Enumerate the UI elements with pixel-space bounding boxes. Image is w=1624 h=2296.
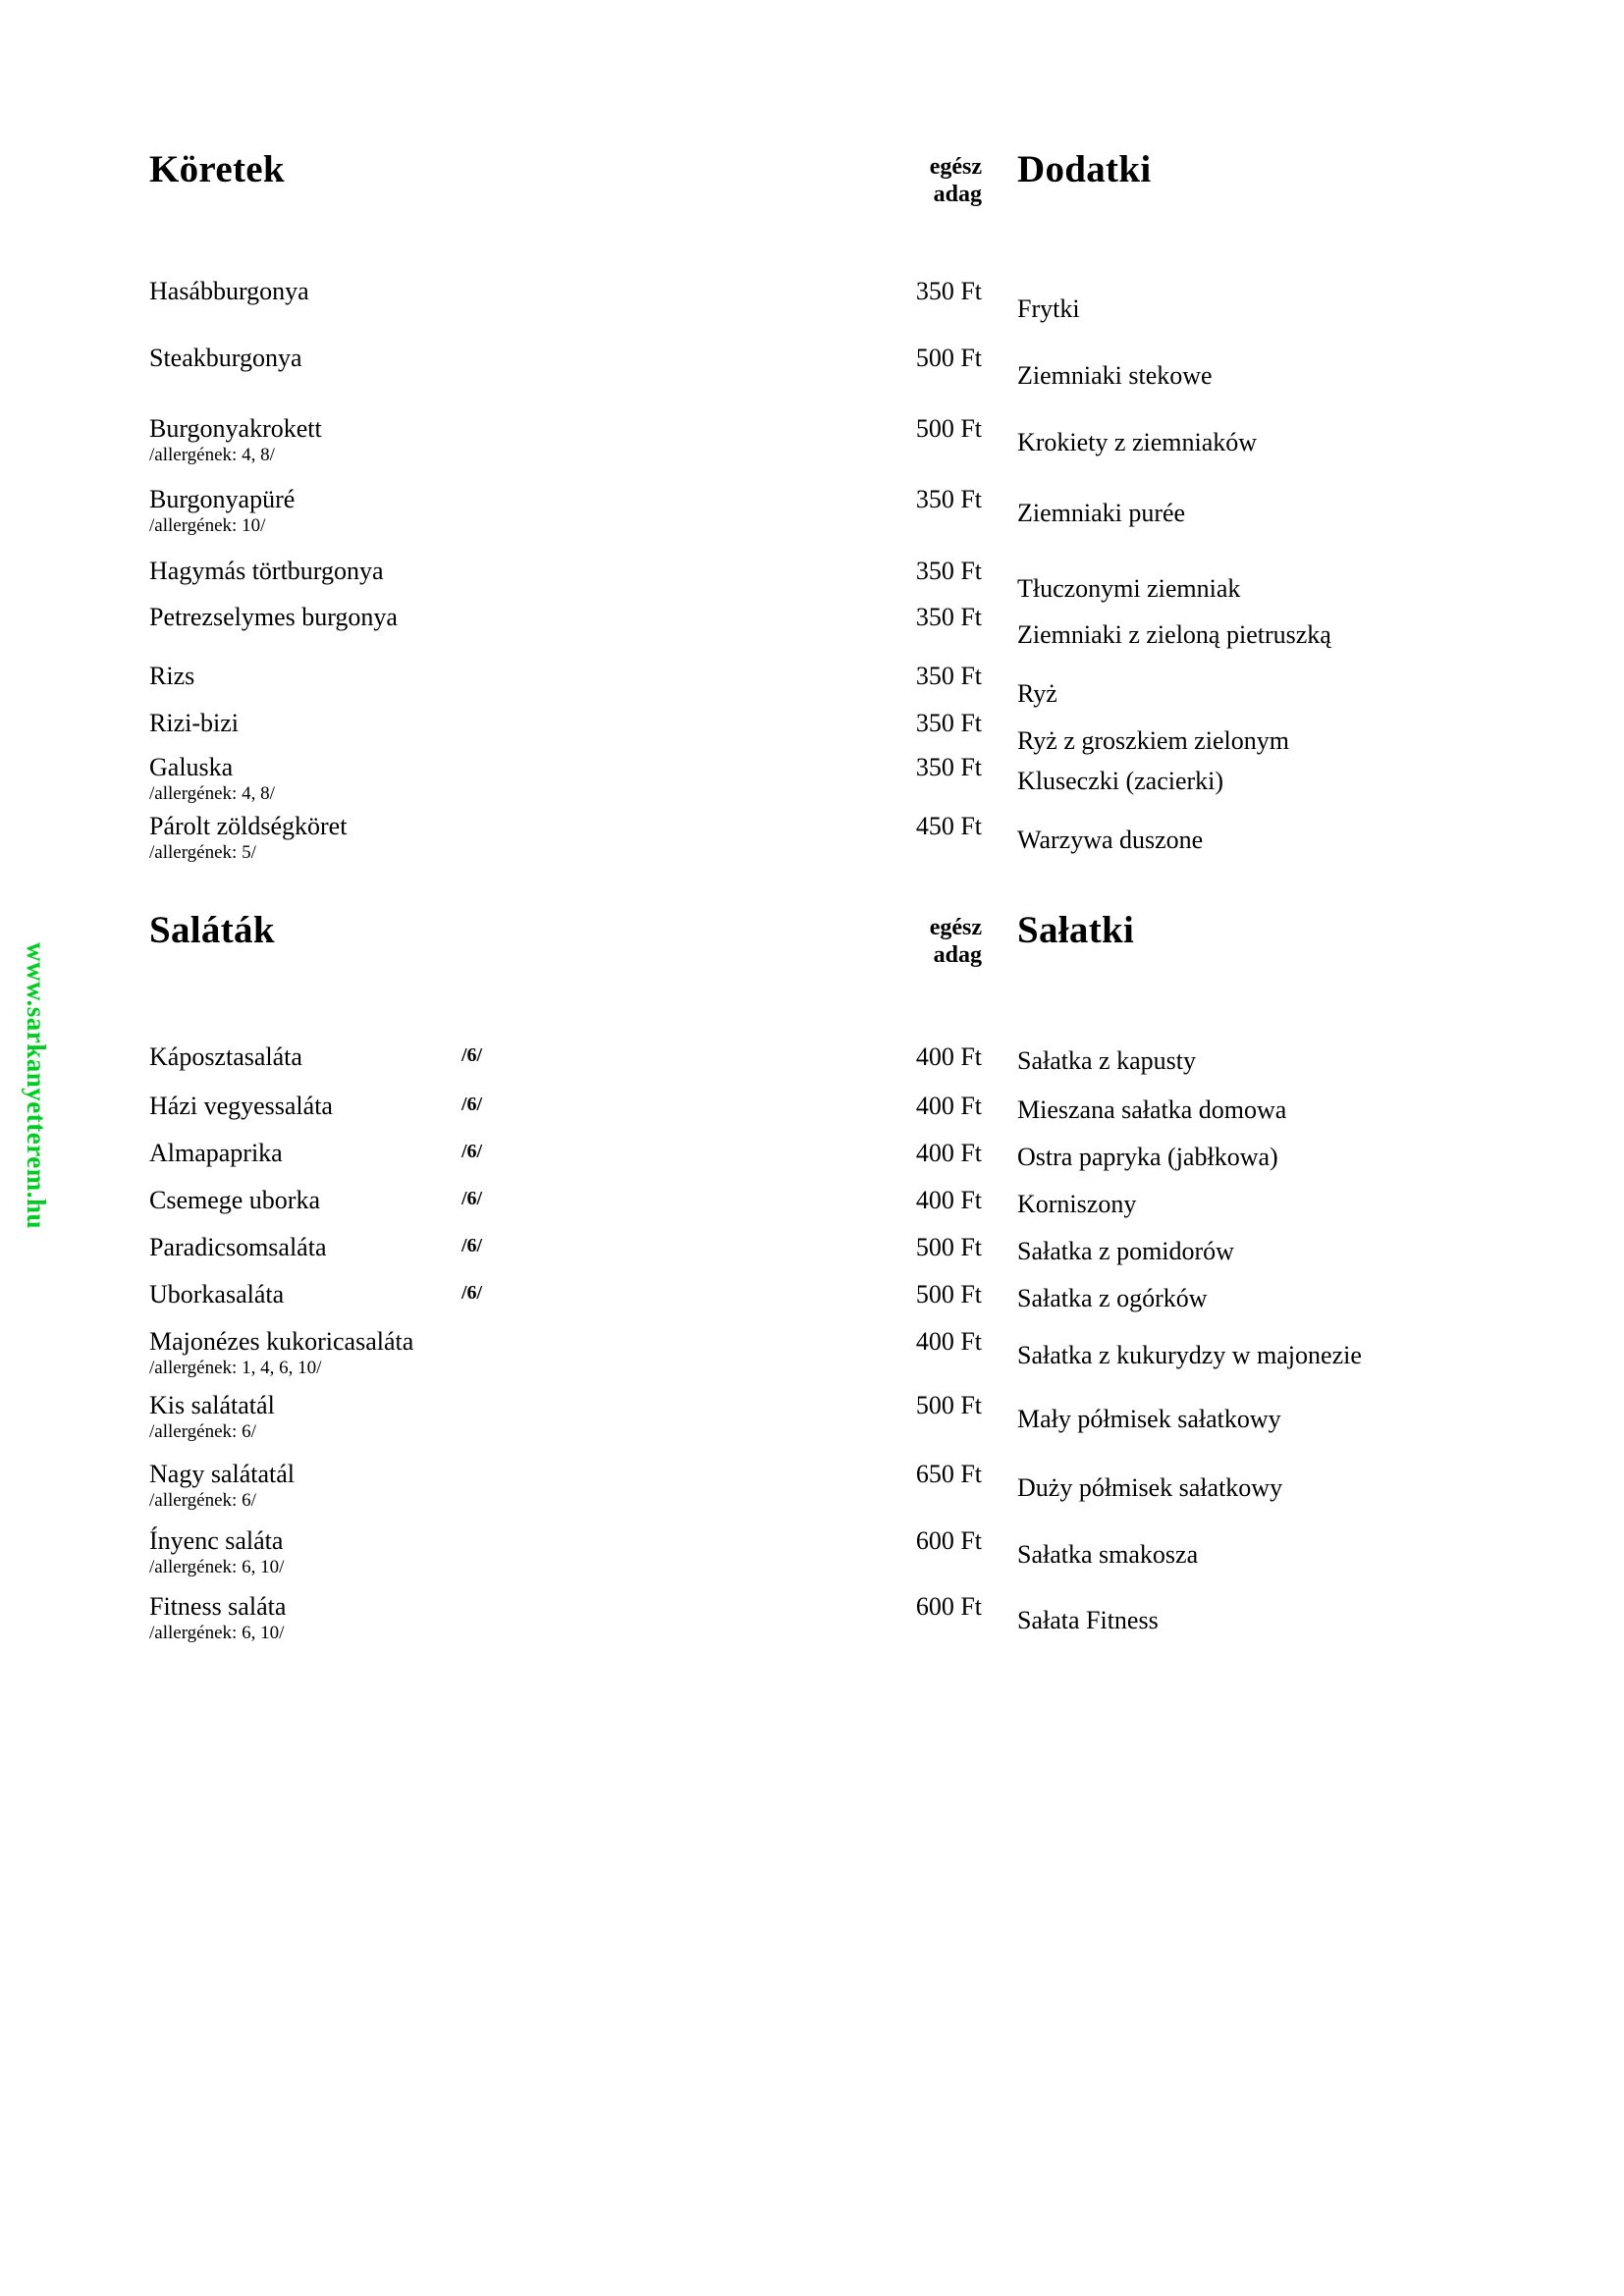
dish-name-hu: Burgonyakrokett (149, 414, 322, 443)
dish-price: 600 Ft (915, 1592, 982, 1621)
dish-name-pl: Ryż z groszkiem zielonym (1017, 726, 1289, 755)
dish-name-pl: Tłuczonymi ziemniak (1017, 574, 1241, 603)
dish-name-hu: Steakburgonya (149, 344, 302, 372)
website-watermark: www.sarkanyetterem.hu (22, 942, 51, 1229)
dish-name-hu-cell (149, 662, 699, 690)
section-header (0, 908, 1624, 979)
dish-name-hu: Csemege uborka (149, 1186, 321, 1214)
dish-price: 350 Ft (915, 277, 982, 305)
dish-name-pl: Sałatka z kapusty (1017, 1046, 1196, 1075)
allergen-tag: /6/ (461, 1188, 483, 1209)
dish-name-pl: Sałatka z kukurydzy w majonezie (1017, 1341, 1362, 1369)
dish-price: 350 Ft (915, 557, 982, 585)
dish-name-pl: Sałata Fitness (1017, 1606, 1159, 1634)
dish-name-pl: Ziemniaki stekowe (1017, 361, 1213, 390)
dish-name-pl: Mieszana sałatka domowa (1017, 1095, 1287, 1124)
dish-name-pl: Warzywa duszone (1017, 826, 1204, 854)
dish-name-pl: Sałatka z pomidorów (1017, 1237, 1234, 1265)
dish-name-pl: Ziemniaki z zieloną pietruszką (1017, 620, 1331, 649)
dish-price: 650 Ft (915, 1460, 982, 1488)
price-header-line-2: adag (933, 182, 982, 208)
dish-name-hu-cell (149, 812, 699, 864)
dish-name-hu-cell (149, 1186, 699, 1214)
allergen-note: /allergének: 6/ (149, 1490, 256, 1512)
allergen-note: /allergének: 1, 4, 6, 10/ (149, 1358, 322, 1379)
dish-name-hu: Nagy salátatál (149, 1460, 295, 1488)
dish-name-hu-cell (149, 277, 699, 305)
dish-name-hu-cell (149, 1139, 699, 1167)
dish-name-pl: Ostra papryka (jabłkowa) (1017, 1143, 1278, 1171)
dish-name-pl: Sałatka z ogórków (1017, 1284, 1208, 1312)
dish-name-hu-cell (149, 485, 699, 537)
dish-name-pl: Mały półmisek sałatkowy (1017, 1405, 1281, 1433)
dish-name-hu-cell (149, 1592, 699, 1644)
dish-price: 400 Ft (915, 1042, 982, 1071)
allergen-tag: /6/ (461, 1282, 483, 1304)
section-title-hu: Köretek (149, 148, 285, 190)
dish-name-hu: Almapaprika (149, 1139, 283, 1167)
menu-section-koretek (0, 147, 1624, 864)
allergen-note: /allergének: 10/ (149, 515, 266, 537)
dish-name-hu: Párolt zöldségköret (149, 812, 348, 840)
allergen-note: /allergének: 6, 10/ (149, 1623, 285, 1644)
dish-price: 500 Ft (915, 1280, 982, 1308)
dish-price: 450 Ft (915, 812, 982, 840)
dish-name-hu: Petrezselymes burgonya (149, 603, 398, 631)
dish-name-hu: Házi vegyessaláta (149, 1092, 333, 1120)
allergen-tag: /6/ (461, 1235, 483, 1256)
dish-name-pl: Krokiety z ziemniaków (1017, 428, 1258, 456)
dish-name-hu: Fitness saláta (149, 1592, 287, 1621)
dish-name-pl: Ziemniaki purée (1017, 499, 1186, 527)
dish-name-hu: Uborkasaláta (149, 1280, 285, 1308)
dish-name-hu-cell (149, 709, 699, 737)
dish-name-hu: Majonézes kukoricasaláta (149, 1327, 414, 1356)
allergen-note: /allergének: 4, 8/ (149, 783, 275, 805)
dish-price: 400 Ft (915, 1186, 982, 1214)
section-title-pl: Sałatki (1017, 909, 1135, 951)
dish-price: 350 Ft (915, 485, 982, 513)
dish-name-hu-cell (149, 1092, 699, 1120)
dish-name-pl: Duży półmisek sałatkowy (1017, 1473, 1283, 1502)
dish-name-hu: Paradicsomsaláta (149, 1233, 327, 1261)
price-column-header (805, 914, 982, 970)
dish-name-hu-cell (149, 1042, 699, 1071)
dish-name-hu: Burgonyapüré (149, 485, 296, 513)
allergen-tag: /6/ (461, 1094, 483, 1115)
dish-name-hu-cell (149, 344, 699, 372)
price-header-line-1: egész (929, 154, 982, 180)
dish-name-hu: Káposztasaláta (149, 1042, 302, 1071)
dish-name-hu-cell (149, 1526, 699, 1578)
dish-name-hu-cell (149, 1460, 699, 1512)
price-column-header (805, 153, 982, 209)
dish-name-hu-cell (149, 1327, 699, 1379)
allergen-tag: /6/ (461, 1044, 483, 1066)
allergen-note: /allergének: 6, 10/ (149, 1557, 285, 1578)
dish-name-hu-cell (149, 1391, 699, 1443)
dish-name-hu-cell (149, 1280, 699, 1308)
dish-price: 350 Ft (915, 603, 982, 631)
allergen-note: /allergének: 6/ (149, 1421, 256, 1443)
dish-name-hu-cell (149, 753, 699, 805)
dish-price: 350 Ft (915, 709, 982, 737)
dish-price: 350 Ft (915, 753, 982, 781)
allergen-tag: /6/ (461, 1141, 483, 1162)
dish-price: 500 Ft (915, 344, 982, 372)
dish-name-hu: Rizi-bizi (149, 709, 239, 737)
dish-price: 500 Ft (915, 1391, 982, 1419)
allergen-note: /allergének: 4, 8/ (149, 445, 275, 466)
allergen-note: /allergének: 5/ (149, 842, 256, 864)
dish-price: 350 Ft (915, 662, 982, 690)
dish-name-pl: Ryż (1017, 679, 1057, 708)
price-header-line-1: egész (929, 915, 982, 940)
dish-name-hu-cell (149, 603, 699, 631)
dish-price: 400 Ft (915, 1092, 982, 1120)
dish-name-hu: Rizs (149, 662, 195, 690)
dish-name-pl: Frytki (1017, 294, 1080, 323)
dish-name-hu-cell (149, 414, 699, 466)
dish-price: 400 Ft (915, 1139, 982, 1167)
dish-name-hu: Hasábburgonya (149, 277, 309, 305)
section-title-hu: Saláták (149, 909, 275, 951)
dish-name-hu-cell (149, 557, 699, 585)
price-header-line-2: adag (933, 942, 982, 969)
dish-price: 600 Ft (915, 1526, 982, 1555)
dish-price: 500 Ft (915, 1233, 982, 1261)
dish-price: 500 Ft (915, 414, 982, 443)
dish-name-hu: Galuska (149, 753, 234, 781)
dish-name-hu: Kis salátatál (149, 1391, 275, 1419)
dish-price: 400 Ft (915, 1327, 982, 1356)
dish-name-pl: Sałatka smakosza (1017, 1540, 1199, 1569)
section-header (0, 147, 1624, 218)
dish-name-pl: Kluseczki (zacierki) (1017, 767, 1224, 795)
dish-name-hu: Ínyenc saláta (149, 1526, 284, 1555)
dish-name-pl: Korniszony (1017, 1190, 1137, 1218)
section-title-pl: Dodatki (1017, 148, 1152, 190)
dish-name-hu: Hagymás törtburgonya (149, 557, 384, 585)
dish-name-hu-cell (149, 1233, 699, 1261)
